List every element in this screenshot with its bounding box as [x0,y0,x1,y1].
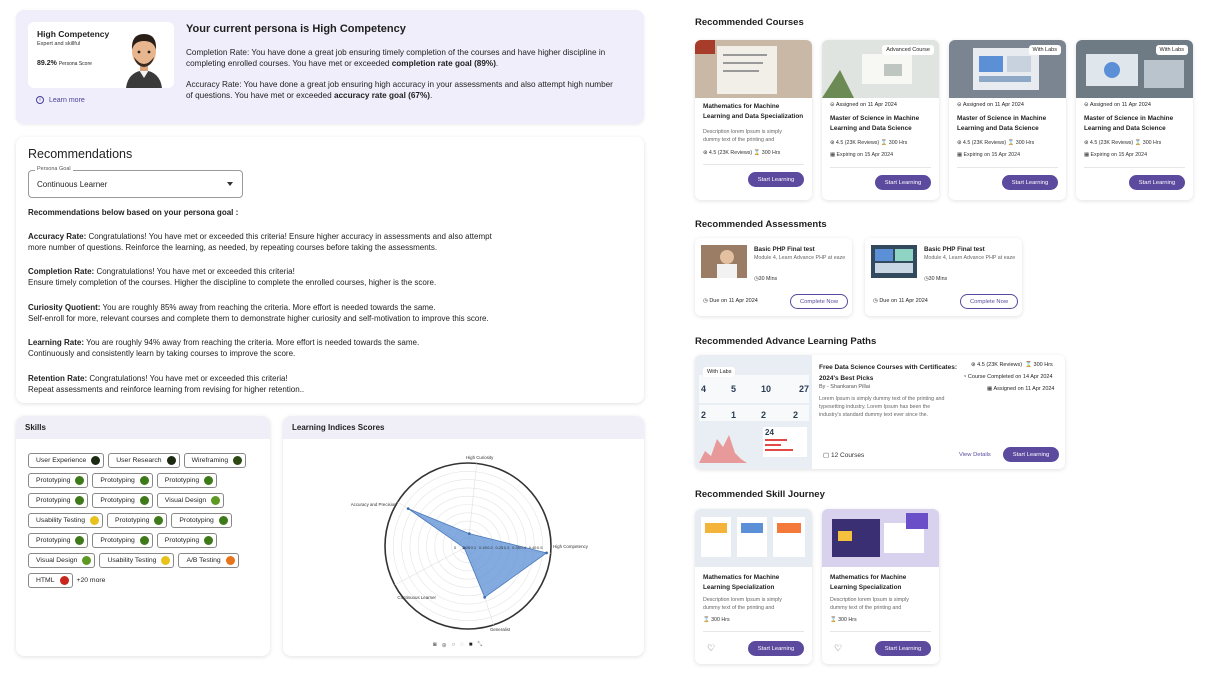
assigned-icon: ⊝ [1084,102,1090,108]
hourglass-icon: ⌛ [1133,140,1143,146]
path-hours: 300 Hrs [1033,362,1053,368]
course-title: Mathematics for Machine Learning and Data Specialization [703,103,804,120]
skill-level-dot-icon [75,476,84,485]
course-reviews: 4.5 (23K Reviews) [962,140,1007,146]
course-description: Description lorem Ipsum is simply dummy text of the printing and [703,129,782,143]
journey-card[interactable] [695,509,812,664]
path-start-learning-button[interactable]: Start Learning [1003,447,1059,462]
assessment-title: Basic PHP Final test [754,246,815,253]
course-thumbnail [695,40,812,98]
journey-hours [830,617,857,623]
skill-name: Prototyping [100,537,135,544]
assigned-text: Assigned on 11 Apr 2024 [962,102,1024,108]
skill-level-dot-icon [75,536,84,545]
hourglass-icon: ⌛ [1006,140,1016,146]
calendar-icon: ▦ [987,386,993,392]
learning-path-card[interactable] [695,355,1065,469]
rec-curiosity [28,302,628,324]
svg-text:4: 4 [701,384,707,394]
completion-period: . [495,58,499,68]
indices-title: Learning Indices Scores [292,423,385,432]
path-courses-count: 12 Courses [830,452,865,459]
course-title: Master of Science in Machine Learning and Data Science [1084,115,1174,132]
skill-level-dot-icon [82,556,91,565]
skill-chip[interactable] [28,473,88,488]
radar-point [483,596,486,599]
skill-level-dot-icon [154,516,163,525]
assessment-thumbnail [871,245,917,278]
persona-score [37,60,92,67]
course-title: Master of Science in Machine Learning and Data Science [830,115,920,132]
skill-chips [28,453,263,593]
divider [1084,167,1185,168]
skills-title: Skills [25,423,46,432]
skill-name: Usability Testing [107,557,157,564]
dashboard-thumbnail [695,355,812,469]
start-learning-button[interactable]: Start Learning [1002,175,1058,190]
radar-tick-label: 0 [454,545,457,550]
with-labs-tag: With Labs [703,367,735,377]
persona-score-value: 89.2% [37,60,57,67]
assigned-date [830,102,897,108]
svg-text:5: 5 [731,384,737,394]
rec-line: Ensure timely completion of the courses. Higher the discipline to complete the enrolled courses, higher is the score. [28,278,437,287]
hourglass-icon: ⌛ [752,150,762,156]
radar-point [407,507,410,510]
course-reviews: 4.5 (23K Reviews) [708,150,753,156]
heart-icon[interactable]: ♡ [834,643,843,653]
skill-level-dot-icon [204,536,213,545]
skill-name: Prototyping [179,517,214,524]
journey-thumbnail [695,509,812,567]
hourglass-icon: ⌛ [1025,362,1032,368]
rec-label: Completion Rate: [28,267,95,276]
rec-line: You are roughly 94% away from reaching the criteria. More effort is needed towards the same. [84,338,420,347]
course-meta [703,150,780,156]
due-date [873,298,928,304]
rec-line: Congratulations! You have met or exceeded this criteria! [87,374,288,383]
calendar-icon: ▦ [830,152,837,158]
journey-title-text: Mathematics for Machine Learning Specialization [703,574,780,591]
skill-name: Prototyping [36,477,71,484]
radar-axis-label: High Competency [553,544,588,549]
skill-chip[interactable] [157,473,217,488]
radar-axis-label: Continuous Learner [397,595,436,601]
assigned-icon: ⊝ [830,102,836,108]
assessment-card[interactable] [865,238,1022,316]
skill-row [28,513,263,528]
skill-chip[interactable] [28,573,73,588]
svg-text:1: 1 [731,410,737,420]
skill-name: User Experience [36,457,87,464]
path-reviews-value: 4.5 (23K Reviews) [977,362,1023,368]
persona-goal-select[interactable] [28,166,243,198]
check-icon: ◔ [963,374,967,380]
skill-level-dot-icon [219,516,228,525]
due-text: Due on 11 Apr 2024 [709,298,758,304]
view-details-link[interactable]: View Details [959,452,991,458]
skill-row [28,533,263,548]
assigned-date [957,102,1024,108]
skills-header [16,416,270,439]
radar-axis-label: Generalist [490,627,511,632]
clock-icon: ◷ [754,276,759,282]
rec-line: You are roughly 85% away from reaching the criteria. More effort is needed towards the same. [100,303,436,312]
divider [830,167,931,168]
assessment-title: Basic PHP Final test [924,246,985,253]
journey-hours-text: 300 Hrs [838,617,857,623]
calendar-icon: ▦ [957,152,964,158]
skill-level-dot-icon [140,536,149,545]
book-icon: ▢ [823,452,830,459]
assessment-description: Module 4, Learn Advance PHP at eaze [754,255,846,261]
path-name-line: Free Data Science Courses with Certificates: [819,364,957,371]
rec-accuracy [28,231,628,253]
star-icon: ⊛ [830,140,836,146]
radar-tick-label: 0.5 [537,545,543,550]
course-hours: 300 Hrs [1142,140,1162,146]
expiry-date [830,152,893,158]
skill-row [28,453,263,468]
skill-level-dot-icon [90,516,99,525]
recommendations-intro: Recommendations below based on your persona goal : [28,208,239,217]
start-learning-button[interactable]: Start Learning [1129,175,1185,190]
indices-header [283,416,644,439]
divider [703,164,804,165]
dropdown-arrow-icon [227,182,233,186]
skill-name: A/B Testing [186,557,221,564]
assessment-thumbnail [701,245,747,278]
assessment-duration [754,276,777,282]
path-description: Lorem Ipsum is simply dummy text of the printing and typesetting industry. Lorem Ipsum has been the industry's standard dummy text ever since the. [819,396,945,418]
completion-goal: completion rate goal (89%) [391,58,496,68]
svg-text:2: 2 [793,410,799,420]
skill-name: User Research [116,457,162,464]
star-icon: ⊛ [703,150,709,156]
radar-tick-label: 0.35 [512,545,520,550]
rec-line: Self-enroll for more, relevant courses and complete them to demonstrate higher curiosity and self-motivation to improve this score. [28,314,489,323]
path-name [819,362,957,384]
skill-name: Prototyping [100,497,135,504]
svg-text:24: 24 [765,428,774,437]
skill-level-dot-icon [161,556,170,565]
skill-chip[interactable] [157,533,217,548]
skill-chip[interactable] [28,513,103,528]
expiry-text: Expiring on 15 Apr 2024 [836,152,894,158]
path-completed [963,374,1053,380]
select-box-icon[interactable]: ■ [468,642,473,648]
skill-chip[interactable] [92,493,152,508]
radar-axis-label: High Curiosity [466,455,494,460]
course-reviews: 4.5 (23K Reviews) [1089,140,1134,146]
paths-title: Recommended Advance Learning Paths [695,336,877,347]
start-learning-button[interactable]: Start Learning [748,172,804,187]
persona-summary-box [28,22,174,88]
rec-line: Repeat assessments and reinforce learning from revising for higher retention.. [28,385,305,394]
radar-tick-label: 0.1 [470,545,477,550]
journey-hours [703,617,730,623]
assigned-text: Assigned on 11 Apr 2024 [835,102,897,108]
course-card[interactable] [1076,40,1193,200]
assigned-date [1084,102,1151,108]
divider [703,631,804,632]
learn-more-label: Learn more [49,96,85,104]
skill-chip[interactable] [99,553,174,568]
star-icon: ⊛ [957,140,963,146]
completion-rate-text [186,48,616,69]
course-tag: With Labs [1156,45,1188,55]
camera-icon[interactable]: ◙ [433,642,437,648]
star-icon: ⊛ [971,362,976,368]
skill-level-dot-icon [211,496,220,505]
completion-text: Completion Rate: You have done a great job ensuring timely completion of the courses and have higher discipline in completing enrolled courses. You have met or exceeded [186,48,606,68]
complete-now-button[interactable]: Complete Now [960,294,1018,309]
star-icon: ⊛ [1084,140,1090,146]
svg-text:27: 27 [799,384,810,394]
skill-chip[interactable] [28,493,88,508]
heart-icon[interactable]: ♡ [707,643,716,653]
persona-heading: Your current persona is High Competency [186,23,406,35]
course-meta [830,140,907,146]
course-title: Master of Science in Machine Learning and Data Science [957,115,1047,132]
radar-tick-label: 0.05 [462,545,471,550]
pan-icon[interactable]: ○ [451,642,456,648]
recommendations-card [16,137,644,403]
skill-name: Prototyping [36,497,71,504]
clock-icon: ◷ [703,298,710,304]
clock-icon: ◷ [924,276,929,282]
more-skills-link[interactable]: +20 more [76,577,106,584]
radar-axis-label: Accuracy and Precision [350,502,397,508]
radar-tick-label: 0.2 [487,545,493,550]
journey-title: Recommended Skill Journey [695,489,825,500]
skill-level-dot-icon [60,576,69,585]
rec-line: Congratulations! You have met or exceeded this criteria! [94,267,295,276]
accuracy-text: Accuracy Rate: You have done a great job ensuring high accuracy in your assessments and also attempt high number of questions. You have met or exceeded [186,80,613,100]
expiry-text: Expiring on 15 Apr 2024 [1090,152,1148,158]
recommendations-title: Recommendations [28,147,133,161]
start-learning-button[interactable]: Start Learning [875,175,931,190]
skill-name: Prototyping [164,537,200,544]
lasso-icon[interactable]: ◌ [460,642,464,648]
calendar-icon: ▦ [1084,152,1091,158]
learning-indices-card [283,416,644,656]
skill-chip[interactable] [92,533,152,548]
course-hours: 300 Hrs [761,150,781,156]
rec-learning [28,337,628,359]
assessment-description: Module 4, Learn Advance PHP at eaze [924,255,1016,261]
accuracy-goal: accuracy rate goal (67%) [333,90,430,100]
journey-description: Description lorem Ipsum is simply dummy text of the printing and [830,597,909,611]
journey-card[interactable] [822,509,939,664]
rec-label: Curiosity Quotient: [28,303,101,312]
divider [957,167,1058,168]
skill-level-dot-icon [91,456,100,465]
assessment-card[interactable] [695,238,852,316]
course-meta [1084,140,1161,146]
course-reviews: 4.5 (23K Reviews) [835,140,880,146]
radar-tick-label: 0.3 [503,545,510,550]
info-icon: i [36,96,44,104]
path-courses [823,451,864,459]
accuracy-period: . [429,90,433,100]
chart-toolbar [433,642,482,649]
complete-now-button[interactable]: Complete Now [790,294,848,309]
journey-description: Description lorem Ipsum is simply dummy text of the printing and [703,597,782,611]
path-name-line: 2024's Best Picks [819,375,874,382]
skill-level-dot-icon [140,476,149,485]
duration-text: 30 Mins [928,276,948,282]
skill-name: Prototyping [115,517,150,524]
radar-series-area [408,509,546,598]
rec-label: Learning Rate: [28,338,85,347]
rec-line: more number of questions. Reinforce the learning, as needed, by repeating courses before taking the assessments. [28,243,438,252]
hourglass-icon: ⌛ [879,140,889,146]
radar-tick-label: 0.4 [520,545,526,550]
expiry-date [957,152,1020,158]
skill-name: Visual Design [36,557,78,564]
rec-line: Continuously and consistently learn by taking courses to improve the score. [28,349,296,358]
skills-card [16,416,270,656]
skill-chip[interactable] [171,513,231,528]
svg-text:2: 2 [761,410,767,420]
rec-label: Retention Rate: [28,374,88,383]
radar-spoke [395,546,468,585]
skill-row [28,573,263,588]
divider [830,631,931,632]
start-learning-button[interactable]: Start Learning [748,641,804,656]
radar-chart [283,440,644,640]
skill-name: Visual Design [164,497,207,504]
expiry-date [1084,152,1147,158]
persona-goal-value: Continuous Learner [37,180,108,189]
start-learning-button[interactable]: Start Learning [875,641,931,656]
autoscale-icon[interactable]: ⤡ [477,642,483,648]
skill-chip[interactable] [107,513,167,528]
radar-tick-label: 0.45 [528,545,537,550]
course-hours: 300 Hrs [888,140,908,146]
skill-name: Prototyping [100,477,135,484]
expiry-text: Expiring on 15 Apr 2024 [963,152,1021,158]
learn-more-link[interactable] [36,96,85,104]
path-assigned [987,386,1055,392]
assigned-icon: ⊝ [957,102,963,108]
rec-retention [28,373,628,395]
assessments-title: Recommended Assessments [695,219,827,230]
radar-point [545,551,548,554]
path-author: By - Shankaran Pillai [819,384,871,390]
skill-chip[interactable] [28,553,95,568]
skill-row [28,553,263,568]
journey-thumbnail [822,509,939,567]
courses-title: Recommended Courses [695,17,804,28]
svg-text:10: 10 [761,384,772,394]
course-meta [957,140,1034,146]
rec-label: Accuracy Rate: [28,232,87,241]
svg-text:2: 2 [701,410,707,420]
rec-completion [28,266,628,288]
skill-chip[interactable] [178,553,238,568]
persona-box-title: High Competency [37,29,110,39]
journey-title-text: Mathematics for Machine Learning Specialization [830,574,907,591]
skill-chip[interactable] [184,453,247,468]
clock-icon: ◷ [873,298,880,304]
skill-row [28,473,263,488]
course-tag: With Labs [1029,45,1061,55]
due-date [703,298,758,304]
path-completed-text: Course Completed on 14 Apr 2024 [967,374,1053,380]
skill-level-dot-icon [226,556,235,565]
radar-tick-label: 0.15 [478,545,487,550]
accuracy-rate-text [186,80,616,101]
course-card[interactable] [949,40,1066,200]
journey-hours-text: 300 Hrs [711,617,730,623]
avatar [116,26,172,88]
hourglass-icon: ⌛ [830,617,839,623]
course-card[interactable] [822,40,939,200]
course-card[interactable] [695,40,812,200]
persona-score-label: Persona Score [58,61,92,67]
skill-chip[interactable] [157,493,224,508]
skill-name: Prototyping [164,477,200,484]
hourglass-icon: ⌛ [703,617,712,623]
skill-chip[interactable] [28,533,88,548]
course-tag: Advanced Course [882,45,934,55]
skill-level-dot-icon [75,496,84,505]
skill-level-dot-icon [233,456,242,465]
persona-box-subtitle: Expert and skillful [37,41,81,47]
skill-level-dot-icon [140,496,149,505]
due-text: Due on 11 Apr 2024 [879,298,928,304]
radar-tick-label: 0.25 [495,545,504,550]
path-reviews [971,362,1053,368]
radar-point [468,532,471,535]
assessment-duration [924,276,947,282]
skill-name: Usability Testing [36,517,85,524]
skill-chip[interactable] [92,473,152,488]
persona-goal-label: Persona Goal [37,166,71,172]
skill-row [28,493,263,508]
skill-name: Wireframing [191,457,229,464]
skill-name: Prototyping [36,537,71,544]
assigned-text: Assigned on 11 Apr 2024 [1089,102,1151,108]
skill-chip[interactable] [28,453,104,468]
skill-level-dot-icon [204,476,213,485]
skill-chip[interactable] [108,453,179,468]
zoom-icon[interactable]: ⊕ [441,643,447,649]
persona-card [16,10,644,124]
duration-text: 30 Mins [758,276,778,282]
rec-line: Congratulations! You have met or exceeded this criteria! Ensure higher accuracy in assessments and also attempt [86,232,492,241]
course-hours: 300 Hrs [1015,140,1035,146]
path-assigned-text: Assigned on 11 Apr 2024 [993,386,1055,392]
skill-name: HTML [36,577,55,584]
skill-level-dot-icon [167,456,176,465]
